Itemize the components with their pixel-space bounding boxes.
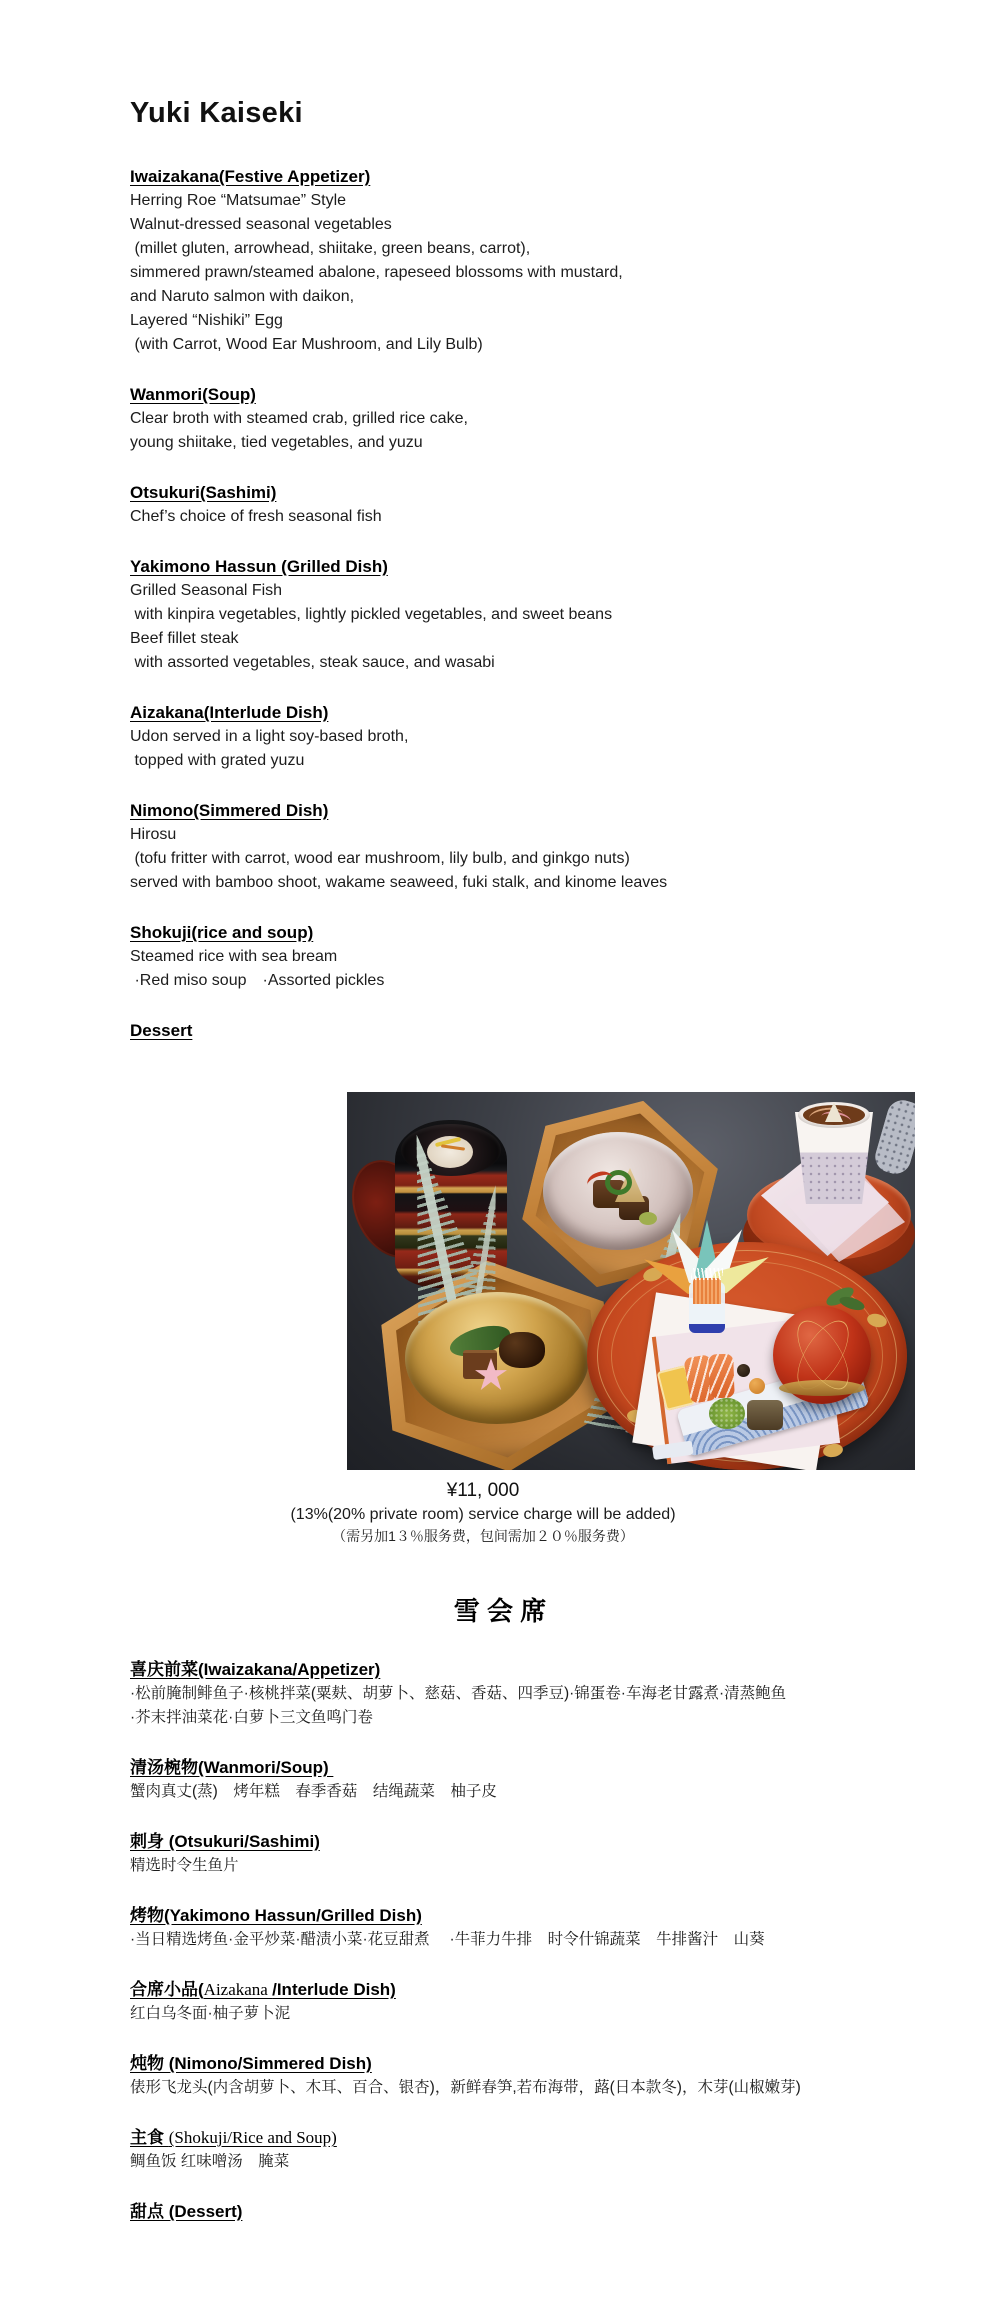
menu-line: 鲷鱼饭 红味噌汤 腌菜	[130, 2153, 290, 2170]
menu-line: served with bamboo shoot, wakame seaweed, fuki stalk, and kinome leaves	[130, 874, 668, 891]
section-title-text: 主食	[130, 2128, 169, 2147]
section-title-text: Aizakana(Interlude Dish)	[130, 703, 329, 722]
marinated-strands	[693, 1278, 721, 1304]
menu-section	[130, 1019, 890, 1043]
section-title-text: 合席小品(	[130, 1980, 204, 1999]
menu-section	[130, 2052, 890, 2100]
kaiseki-photo	[347, 1092, 915, 1470]
service-charge-note-en: (13%(20% private room) service charge will be added)	[290, 1506, 676, 1523]
section-title	[130, 2052, 890, 2076]
temari-gold-band	[779, 1380, 865, 1396]
menu-section	[130, 701, 890, 773]
section-title-text: Aizakana	[203, 1980, 273, 1999]
menu-section	[130, 481, 890, 529]
section-title-text: 喜庆前菜(Iwaizakana/Appetizer)	[130, 1660, 381, 1679]
menu-section	[130, 1658, 890, 1730]
menu-section	[130, 1830, 890, 1878]
menu-section	[130, 165, 890, 357]
white-shreds	[691, 1268, 723, 1280]
section-title-text: 炖物 (Nimono/Simmered Dish)	[130, 2054, 372, 2073]
temari-ball	[773, 1306, 871, 1404]
menu-section	[130, 383, 890, 455]
menu-line: (millet gluten, arrowhead, shiitake, green beans, carrot),	[130, 240, 531, 257]
menu-line: Layered “Nishiki” Egg	[130, 312, 283, 329]
menu-line: 红白乌冬面·柚子萝卜泥	[130, 2005, 291, 2022]
menu-line: young shiitake, tied vegetables, and yuzu	[130, 434, 423, 451]
section-title-text: Dessert	[130, 1021, 193, 1040]
roe-ball	[749, 1378, 765, 1394]
chrysanthemum-garnish	[709, 1398, 745, 1429]
section-title	[130, 2126, 890, 2150]
english-menu	[130, 165, 890, 1043]
section-title	[130, 1756, 890, 1780]
menu-line: Steamed rice with sea bream	[130, 948, 338, 965]
menu-section	[130, 1904, 890, 1952]
section-title	[130, 701, 890, 725]
section-title-text: 甜点 (Dessert)	[130, 2202, 243, 2221]
menu-line: topped with grated yuzu	[130, 752, 305, 769]
section-title	[130, 1658, 890, 1682]
menu-line: Hirosu	[130, 826, 177, 843]
menu-line: ·Red miso soup ·Assorted pickles	[130, 972, 385, 989]
menu-line: with assorted vegetables, steak sauce, and wasabi	[130, 654, 495, 671]
section-title-text: /Interlude Dish)	[272, 1980, 396, 1999]
cup-floral-band	[799, 1154, 869, 1202]
menu-line: (tofu fritter with carrot, wood ear mushroom, lily bulb, and ginkgo nuts)	[130, 850, 630, 867]
menu-line: ·当日精选烤鱼·金平炒菜·醋渍小菜·花豆甜煮 ·牛菲力牛排 时令什锦蔬菜 牛排酱汁 山葵	[130, 1931, 765, 1948]
section-title	[130, 1830, 890, 1854]
menu-line: Herring Roe “Matsumae” Style	[130, 192, 347, 209]
menu-section	[130, 1756, 890, 1804]
menu-section	[130, 921, 890, 993]
terrine-piece	[747, 1400, 783, 1430]
menu-line: 俵形飞龙头(内含胡萝卜、木耳、百合、银杏)，新鲜春笋,若布海带，蕗(日本款冬)，木芽(山椒嫩芽)	[130, 2079, 801, 2096]
section-title	[130, 481, 890, 505]
menu-section	[130, 555, 890, 675]
price: ¥11, 000	[446, 1480, 520, 1501]
menu-section	[130, 2200, 890, 2224]
appetizer-food	[427, 1136, 473, 1168]
page-title: Yuki Kaiseki	[130, 97, 303, 129]
section-title-text: Nimono(Simmered Dish)	[130, 801, 329, 820]
menu-line: Beef fillet steak	[130, 630, 239, 647]
menu-line: Chef’s choice of fresh seasonal fish	[130, 508, 382, 525]
menu-line: Grilled Seasonal Fish	[130, 582, 283, 599]
menu-line: ·松前腌制鲱鱼子·核桃拌菜(粟麸、胡萝卜、慈菇、香菇、四季豆)·锦蛋卷·车海老甘露煮·清蒸鲍鱼	[130, 1685, 787, 1702]
section-title-text: Otsukuri(Sashimi)	[130, 483, 277, 502]
lily-paper-ornament	[647, 1220, 767, 1340]
salmon-slice	[708, 1354, 735, 1399]
section-title	[130, 165, 890, 189]
chinese-title: 雪 会 席	[453, 1596, 547, 1626]
section-title-text: Iwaizakana(Festive Appetizer)	[130, 167, 371, 186]
menu-line: simmered prawn/steamed abalone, rapeseed blossoms with mustard,	[130, 264, 623, 281]
price-block	[0, 1479, 966, 1546]
section-title-text: 清汤椀物(Wanmori/Soup)	[130, 1758, 334, 1777]
section-title	[130, 2200, 890, 2224]
menu-line: with kinpira vegetables, lightly pickled vegetables, and sweet beans	[130, 606, 613, 623]
menu-section	[130, 1978, 890, 2026]
menu-line: Udon served in a light soy-based broth,	[130, 728, 409, 745]
section-title-text: 烤物(Yakimono Hassun/Grilled Dish)	[130, 1906, 422, 1925]
dark-sweet	[499, 1332, 545, 1368]
menu-line: 精选时令生鱼片	[130, 1857, 239, 1874]
section-title-text: Shokuji(rice and soup)	[130, 923, 314, 942]
section-title	[130, 1019, 890, 1043]
menu-section	[130, 799, 890, 895]
section-title-text: 刺身 (Otsukuri/Sashimi)	[130, 1832, 320, 1851]
section-title	[130, 921, 890, 945]
menu-line: Walnut-dressed seasonal vegetables	[130, 216, 392, 233]
black-bean	[737, 1364, 750, 1377]
section-title	[130, 1904, 890, 1928]
menu-line: ·芥末拌油菜花·白萝卜三文鱼鸣门卷	[130, 1709, 373, 1726]
section-title-text: (Shokuji/Rice and Soup)	[168, 2128, 337, 2147]
patterned-spoon	[871, 1096, 915, 1177]
gold-bowl	[405, 1292, 589, 1424]
chinese-menu	[130, 1658, 890, 2224]
menu-section	[130, 2126, 890, 2174]
menu-line: 蟹肉真丈(蒸) 烤年糕 春季香菇 结绳蔬菜 柚子皮	[130, 1783, 497, 1800]
menu-line: Clear broth with steamed crab, grilled rice cake,	[130, 410, 468, 427]
section-title-text: Yakimono Hassun (Grilled Dish)	[130, 557, 388, 576]
service-charge-note-zh: （需另加1３％服务费，包间需加２０％服务费）	[332, 1528, 634, 1544]
section-title	[130, 1978, 890, 2002]
menu-line: (with Carrot, Wood Ear Mushroom, and Lily Bulb)	[130, 336, 483, 353]
menu-line: and Naruto salmon with daikon,	[130, 288, 355, 305]
section-title	[130, 555, 890, 579]
section-title	[130, 383, 890, 407]
section-title	[130, 799, 890, 823]
section-title-text: Wanmori(Soup)	[130, 385, 256, 404]
